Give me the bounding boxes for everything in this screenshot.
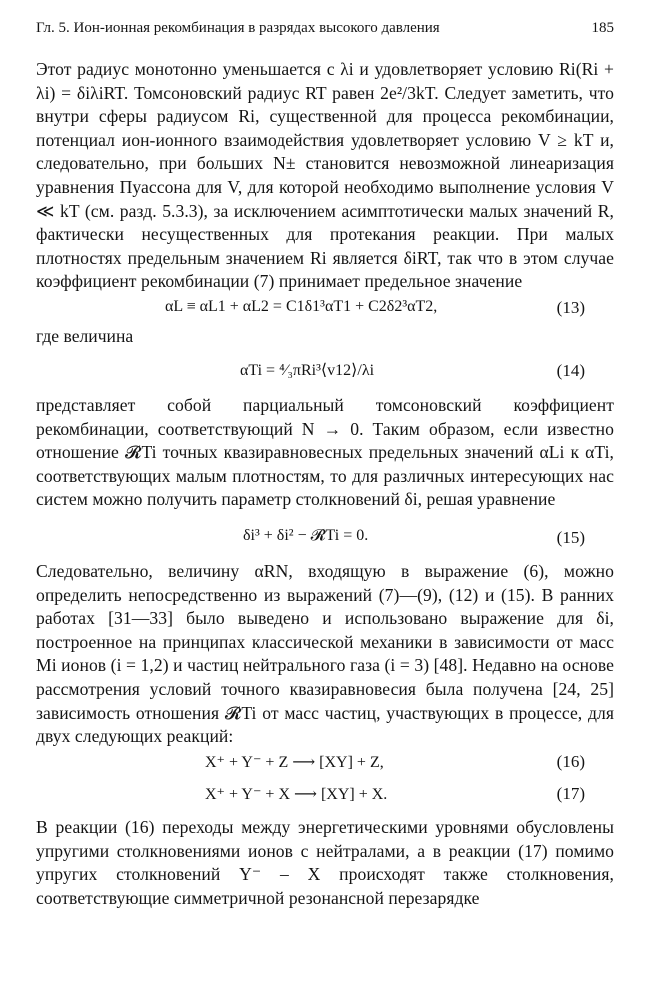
paragraph-1: Этот радиус монотонно уменьшается с λi и удовлетворяет условию Ri(Ri + λi) = δiλiRT. Томсоновский радиус RT равен 2e²/3kT. Следует заметить, что внутри сферы радиусом Ri, существенной для процесса рекомбинации, потенциал ион-ионного взаимодействия удовлетворяет условию V ≥ kT и, следовательно, при больших N± становится невозможной линеаризация уравнения Пуассона для V, для которой необходимо выполнение условия V ≪ kT (см. разд. 5.3.3), за исключением асимптотически малых значений R, фактически несущественных для протекания реакции. При малых плотностях предельным значением Ri является δiRT, так что в этом случае коэффициент рекомбинации (7) принимает предельное значение	[36, 59, 614, 292]
chapter-title: Гл. 5. Ион-ионная рекомбинация в разрядах высокого давления	[36, 20, 440, 36]
running-header	[36, 20, 614, 37]
equation-16: X⁺ + Y⁻ + Z ⟶ [XY] + Z,	[205, 754, 384, 771]
equation-14-number: (14)	[556, 361, 585, 380]
where-label: где величина	[36, 326, 134, 346]
page-number: 185	[591, 20, 614, 36]
equation-13-number: (13)	[556, 298, 585, 317]
equation-16-number: (16)	[556, 752, 585, 771]
equation-17-number: (17)	[556, 784, 585, 803]
equation-13: αL ≡ αL1 + αL2 = C1δ1³αT1 + C2δ2³αT2,	[165, 298, 438, 315]
paragraph-3: Следовательно, величину αRN, входящую в выражение (6), можно определить непосредственно из выражений (7)—(9), (12) и (15). В ранних работах [31—33] было выведено и использовано выражение для δi, построенное на принципах классической механики в зависимости от масс Mi ионов (i = 1,2) и частиц нейтрального газа (i = 3) [48]. Недавно на основе рассмотрения условий точного квазиравновесия была получена [24, 25] зависимость отношения 𝓡Ti от масс частиц, участвующих в процессе, для двух следующих реакций:	[36, 561, 614, 747]
equation-15: δi³ + δi² − 𝓡Ti = 0.	[243, 527, 369, 544]
paragraph-2: представляет собой парциальный томсоновский коэффициент рекомбинации, соответствующий N → 0. Таким образом, если известно отношение 𝓡Ti точных квазиравновесных предельных значений αLi к αTi, соответствующих малым плотностям, то для различных интересующих нас систем можно получить параметр столкновений δi, решая уравнение	[36, 395, 614, 510]
paragraph-4: В реакции (16) переходы между энергетическими уровнями обусловлены упругими столкновениями ионов с нейтралами, а в реакции (17) помимо упругих столкновений Y⁻ – X происходят также столкновения, соответствующие симметричной резонансной перезарядке	[36, 817, 614, 908]
equation-15-number: (15)	[556, 528, 585, 547]
equation-14: αTi = ⁴⁄₃πRi³⟨v12⟩/λi	[240, 362, 375, 379]
equation-17: X⁺ + Y⁻ + X ⟶ [XY] + X.	[205, 786, 388, 803]
